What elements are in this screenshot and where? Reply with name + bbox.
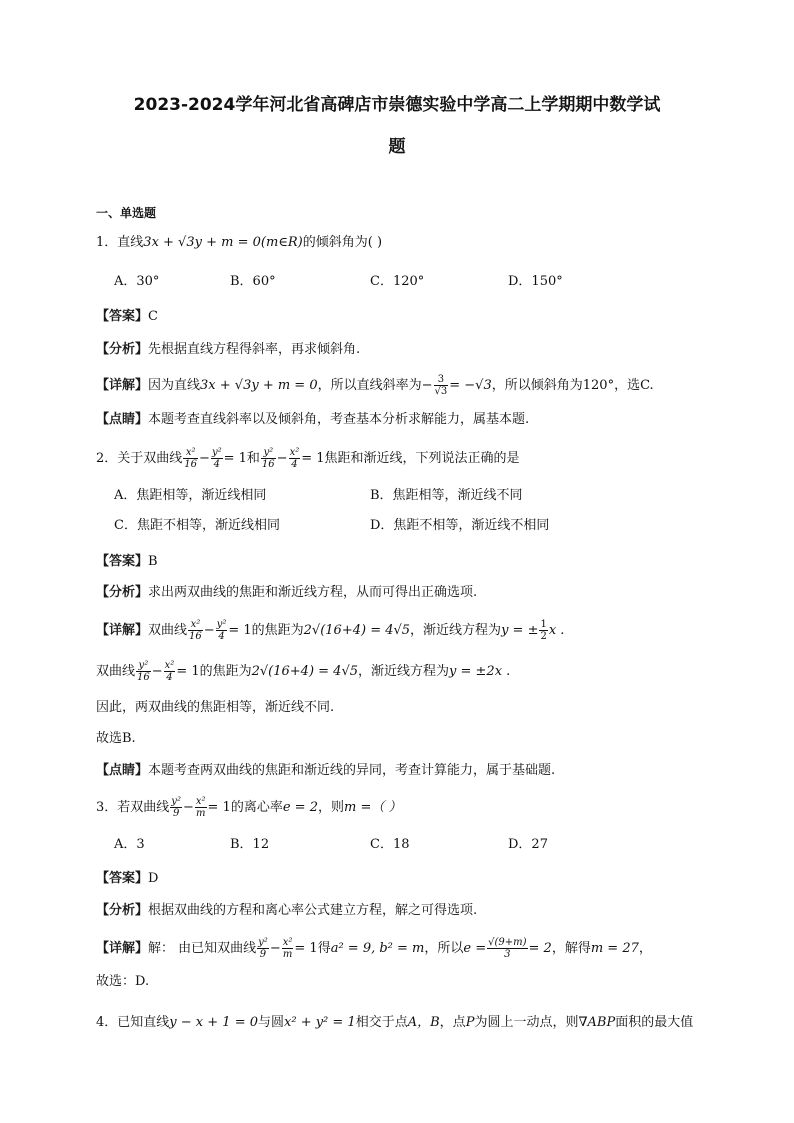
q2-d2-asymptote: y = ±2x . [449,664,511,679]
frac-num: 1 [540,619,547,630]
q2-text-c: 焦距和渐近线，下列说法正确的是 [324,451,520,466]
q1-suffix: 的倾斜角为( ) [302,235,383,250]
q2-d1-focal: 2√(16+4) = 4√5 [303,623,411,638]
frac-den: 16 [137,672,150,683]
q2-comment [96,761,734,781]
q2-options-row-2 [114,516,734,536]
q3-number: 3． [96,800,118,815]
q2-d1-text-b: 的焦距为 [251,623,304,638]
frac-den: 16 [189,631,202,642]
q3-detail-text-f: ， [638,941,652,956]
title-line-2: 题 [388,137,406,157]
q1-analysis [96,340,734,360]
q2-analysis-text: 求出两双曲线的焦距和渐近线方程，从而可得出正确选项. [148,585,478,600]
q1-detail-equation: 3x + √3y + m = 0 [200,378,318,393]
q3-stem: 3．若双曲线 $\frac{\text{y²}}{9}$ − $\frac{\text{x²}}{m}$ = 1的离心率e = 2，则m =（ ） [96,796,402,819]
answer-tag: 【答案】 [96,309,149,324]
q3-analysis [96,901,734,921]
q3-text-d: m =（ ） [343,800,402,815]
equals-one: = 1 [223,451,247,466]
q4-number: 4． [96,1015,118,1030]
detail-tag: 【详解】 [96,941,149,956]
q3-detail-ab: a² = 9, b² = m [330,941,425,956]
document-title [60,84,734,168]
q2-conclusion: 因此，两双曲线的焦距相等，渐近线不同. [96,700,335,715]
q4-text-e: 为圆上一动点，则 [474,1015,579,1030]
frac-num: x² [282,937,293,948]
frac-num: x² [289,447,300,458]
q1-slope-value: = −√3 [449,378,492,393]
q2-choose: 故选B. [96,731,136,746]
frac-den: m [282,949,293,960]
q3-text-a: 若双曲线 [117,800,170,815]
q2-hyp2-y-frac [261,447,276,470]
q4-line-equation: y − x + 1 = 0 [169,1015,258,1030]
q2-analysis [96,583,734,603]
frac-den: 2 [540,631,547,642]
frac-num: x² [195,796,206,807]
q1-comment [96,410,734,430]
q3-detail-m: m = 27 [590,941,639,956]
q2-d2-x-frac [164,660,176,683]
q3-text-c: ，则 [317,800,344,815]
frac-num: x² [188,619,203,631]
q2-d1-end: x . [548,623,565,638]
q2-hyp1-y-frac [211,447,223,470]
q3-detail-text-e: ，解得 [551,941,591,956]
q3-option-a: A．3 [114,837,145,852]
q2-option-d: D．焦距不相等，渐近线不相同 [370,518,550,533]
q4-triangle: ∇ABP [578,1015,616,1030]
q2-d1-half-frac [539,619,547,642]
q4-text-c: 相交于点 [355,1015,408,1030]
q2-d2-text-a: 双曲线 [96,664,136,679]
equals-one: = 1 [176,664,200,679]
q1-analysis-text: 先根据直线方程得斜率，再求倾斜角. [148,342,361,357]
frac-num: y² [136,660,151,672]
q3-option-c: C．18 [370,837,410,852]
q2-detail-2: 双曲线 $\frac{\text{y²}}{16}$ − $\frac{\text{x²}}{4}$ = 1的焦距为2√(16+4) = 4√5，渐近线方程为y = ±2x . [96,660,511,683]
q1-option-d: D．150° [508,274,563,289]
q3-text-b: 的离心率 [230,800,283,815]
q2-d1-asymptote: y = ± [501,623,539,638]
q3-x-frac [195,796,207,819]
q2-hyp1-x-frac [183,447,198,470]
equals-one: = 1 [294,941,318,956]
q1-options [114,272,734,292]
q1-detail-text-b: ，所以直线斜率为 [317,378,422,393]
frac-num: x² [164,660,175,671]
q2-option-a: A．焦距相等，渐近线相同 [114,488,267,503]
q1-option-a: A．30° [114,274,160,289]
q1-answer-value: C [148,309,158,324]
q3-d-y-frac [257,937,269,960]
q3-option-d: D．27 [508,837,548,852]
detail-tag: 【详解】 [96,378,149,393]
q2-hyp2-x-frac [289,447,301,470]
analysis-tag: 【分析】 [96,585,149,600]
frac-den: 4 [218,631,225,642]
section-heading: 一、单选题 [96,206,157,220]
q2-d2-y-frac [136,660,151,683]
frac-num: y² [216,619,227,630]
q2-answer [96,552,734,572]
q4-points: A，B [407,1015,440,1030]
q3-detail-text-b: 得 [317,941,331,956]
q2-text-a: 关于双曲线 [117,451,183,466]
q1-detail: 【详解】因为直线3x + √3y + m = 0，所以直线斜率为− $\frac{3}{√3}$ = −√3，所以倾斜角为120°，选C. [96,374,654,397]
q3-detail: 【详解】解： 由已知双曲线 $\frac{\text{y²}}{9}$ − $\frac{\text{x²}}{m}$ = 1得a² = 9, b² = m，所以e = $\frac{√(9+m)}{3}$ = 2，解得m = 27， [96,937,652,960]
q1-answer [96,307,734,327]
comment-tag: 【点睛】 [96,763,149,778]
q3-d-x-frac [282,937,294,960]
q3-detail-text-c: ，所以 [424,941,464,956]
answer-tag: 【答案】 [96,871,149,886]
q2-d2-focal: 2√(16+4) = 4√5 [251,664,359,679]
q3-detail-eq2: = 2 [528,941,552,956]
frac-den: 4 [166,672,173,683]
q4-text-f: 面积的最大值 [615,1015,694,1030]
frac-den: 4 [213,459,220,470]
q3-eccentricity: e = 2 [282,800,318,815]
q2-answer-value: B [148,554,158,569]
q4-text-b: 与圆 [258,1015,285,1030]
q1-slope-fraction [434,374,449,397]
q3-ecc-frac [487,937,527,960]
frac-num: y² [211,447,222,458]
frac-den: m [195,808,206,819]
equals-one: = 1 [207,800,231,815]
equals-one: = 1 [228,623,252,638]
frac-den: 9 [172,808,180,819]
q3-options [114,835,734,855]
title-line-1: 2023-2024学年河北省高碑店市崇德实验中学高二上学期期中数学试 [133,95,661,115]
equals-one: = 1 [301,451,325,466]
frac-den: 16 [261,459,275,470]
q1-detail-text-d: ，所以倾斜角为120°，选C. [491,378,654,393]
frac-den: 3 [504,949,511,960]
detail-tag: 【详解】 [96,623,149,638]
q1-option-c: C．120° [370,274,425,289]
q1-equation: 3x + √3y + m = 0(m∈R) [143,235,303,250]
q1-slope-denominator: √3 [434,386,448,397]
q3-option-b: B．12 [230,837,270,852]
q2-option-c: C．焦距不相等，渐近线相同 [114,518,280,533]
q4-text-d: ，点 [439,1015,466,1030]
answer-tag: 【答案】 [96,554,149,569]
frac-den: 4 [291,459,298,470]
analysis-tag: 【分析】 [96,903,149,918]
frac-den: 16 [184,459,198,470]
q1-number: 1． [96,235,118,250]
comment-tag: 【点睛】 [96,412,149,427]
q2-d1-x-frac [188,619,203,642]
q3-answer [96,869,734,889]
q3-detail-text-a: 解： 由已知双曲线 [148,941,257,956]
q3-choose: 故选：D. [96,974,150,989]
q2-d1-text-c: ，渐近线方程为 [410,623,502,638]
q2-d2-text-c: ，渐近线方程为 [358,664,450,679]
q4-stem [96,1013,734,1033]
frac-den: 9 [259,949,267,960]
q2-d2-text-b: 的焦距为 [199,664,252,679]
q2-stem: 2．关于双曲线 $\frac{\text{x²}}{16}$ − $\frac{\text{y²}}{4}$ = 1和 $\frac{\text{y²}}{16}$ − $\frac{\text{x²}}{4}$ = 1焦距和渐近线，下列说法正确的是 [96,447,520,470]
q1-prefix: 直线 [117,235,144,250]
q1-detail-text-a: 因为直线 [148,378,201,393]
q1-option-b: B．60° [230,274,276,289]
q2-options-row-1 [114,486,734,506]
q4-point-p: P [465,1015,475,1030]
q2-number: 2． [96,451,118,466]
q3-analysis-text: 根据双曲线的方程和离心率公式建立方程，解之可得选项. [148,903,478,918]
q1-stem [96,233,734,253]
q3-y-frac [170,796,182,819]
q3-detail-e: e = [463,941,487,956]
q2-option-b: B．焦距相等，渐近线不同 [370,488,523,503]
frac-num: y² [258,937,268,948]
q2-text-b: 和 [246,451,260,466]
analysis-tag: 【分析】 [96,342,149,357]
frac-num: √(9+m) [488,937,527,948]
q4-circle-equation: x² + y² = 1 [284,1015,356,1030]
q2-detail-1: 【详解】双曲线 $\frac{\text{x²}}{16}$ − $\frac{\text{y²}}{4}$ = 1的焦距为2√(16+4) = 4√5，渐近线方程为y = ± $\frac{1}{2}$ x . [96,619,565,642]
q4-text-a: 已知直线 [117,1015,170,1030]
frac-num: x² [183,447,198,459]
q1-slope-numerator: 3 [434,374,449,386]
q1-comment-text: 本题考查直线斜率以及倾斜角，考查基本分析求解能力，属基本题. [148,412,530,427]
q2-comment-text: 本题考查两双曲线的焦距和渐近线的异同，考查计算能力，属于基础题. [148,763,556,778]
frac-num: y² [171,796,181,807]
frac-num: y² [261,447,276,459]
q2-d1-y-frac [216,619,228,642]
q2-d1-text-a: 双曲线 [148,623,188,638]
q3-answer-value: D [148,871,159,886]
